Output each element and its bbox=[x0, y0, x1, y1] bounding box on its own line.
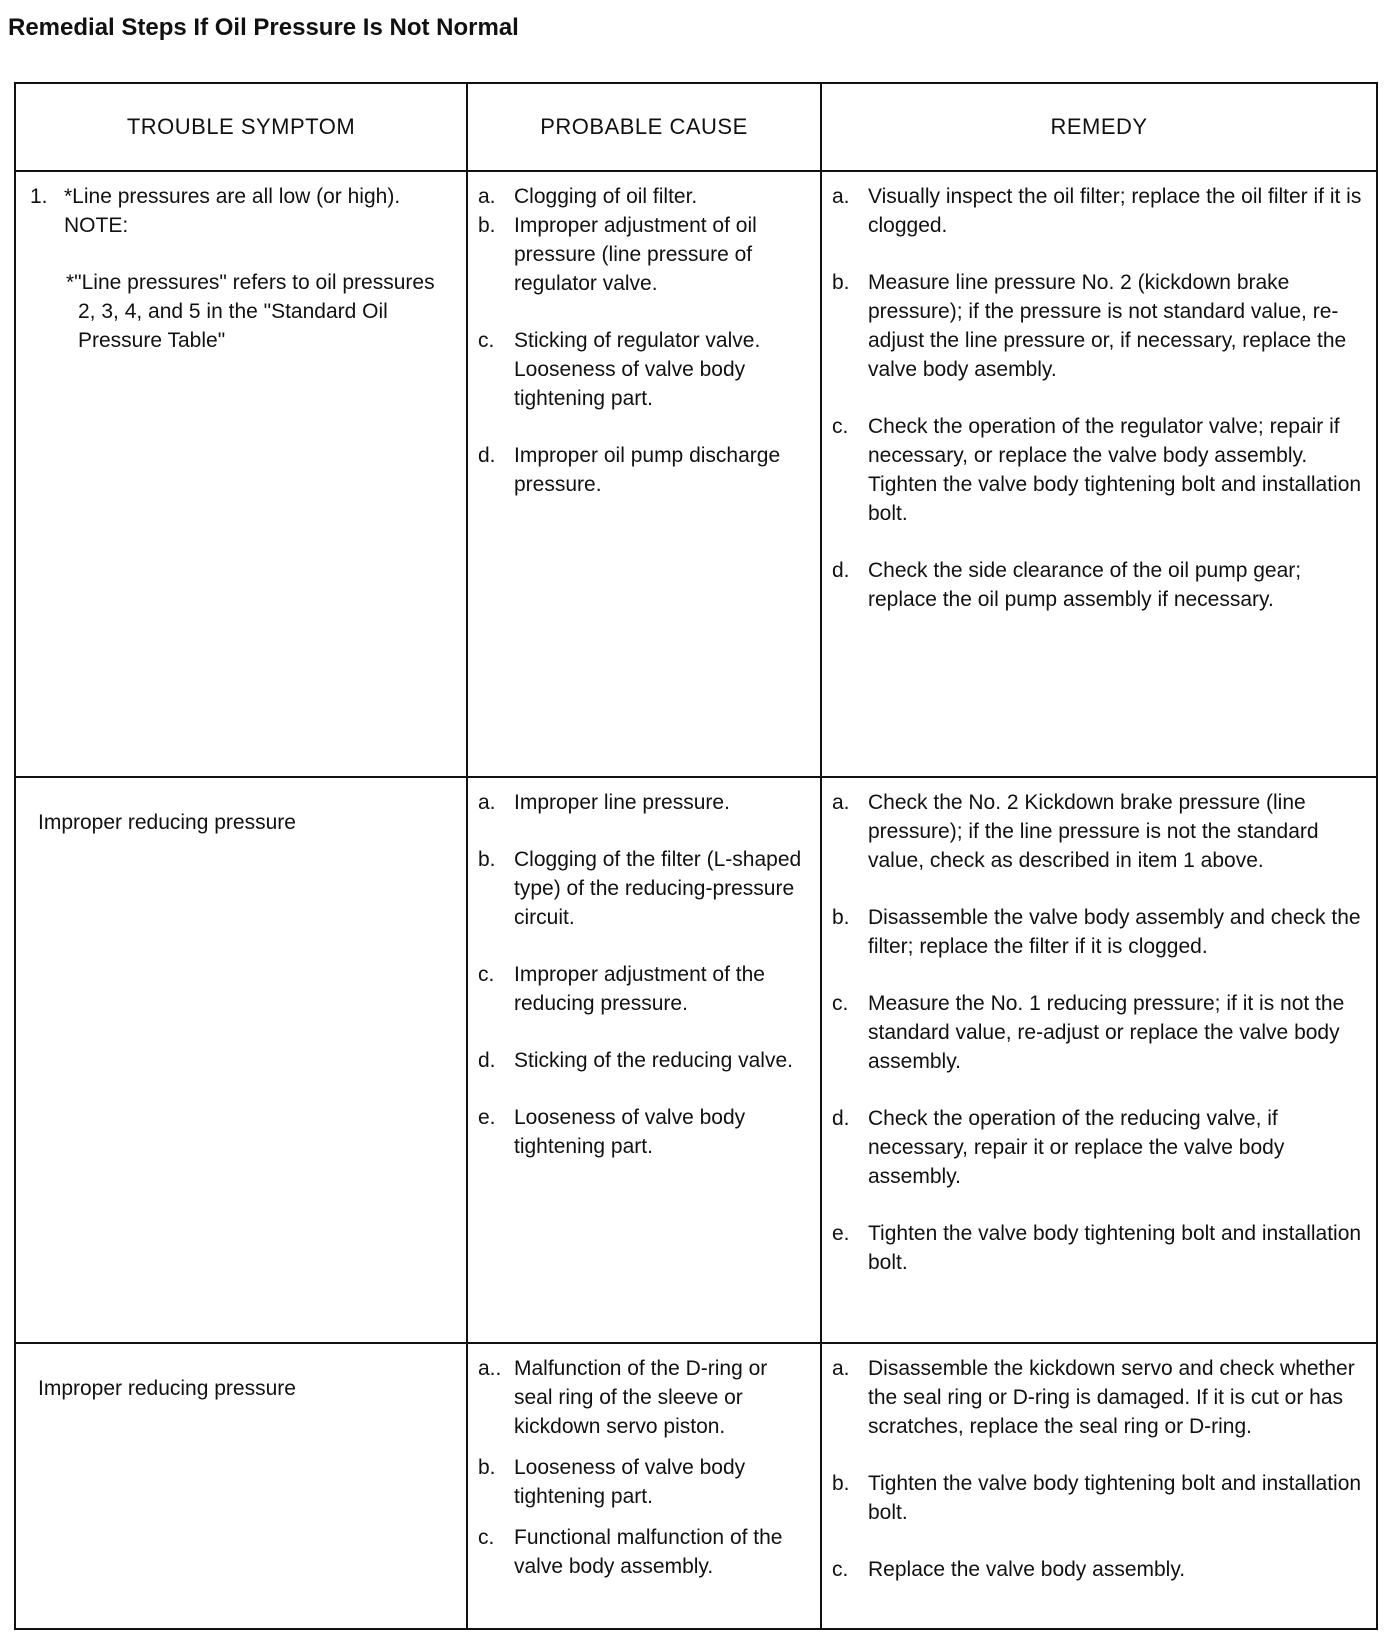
remedy-item bbox=[832, 268, 1366, 384]
item-key: 1. bbox=[30, 185, 48, 208]
remedy-text: Check the No. 2 Kickdown brake pressure (line pressure); if the line pressure is not the standard value, check as described in item 1 above. bbox=[868, 791, 1319, 872]
cause-text: Clogging of the filter (L-shaped type) of the reducing-pressure circuit. bbox=[514, 848, 802, 929]
item-key: b. bbox=[832, 906, 850, 929]
cause-text: Clogging of oil filter. bbox=[514, 185, 698, 208]
remedy-text: Check the operation of the regulator valve; repair if necessary, or replace the valve body assembly. Tighten the valve body tightening bolt and installation bolt. bbox=[868, 415, 1362, 525]
item-key: a.. bbox=[478, 1357, 502, 1380]
table-row bbox=[15, 1343, 1377, 1629]
cause-item bbox=[478, 1523, 810, 1581]
remedy-item bbox=[832, 1104, 1366, 1191]
item-key: b. bbox=[478, 214, 496, 237]
cause-item bbox=[478, 326, 810, 413]
header-cause: PROBABLE CAUSE bbox=[467, 83, 821, 171]
page-title: Remedial Steps If Oil Pressure Is Not Normal bbox=[8, 14, 519, 41]
item-key: c. bbox=[478, 329, 495, 352]
cause-item bbox=[478, 960, 810, 1018]
table-row bbox=[15, 777, 1377, 1343]
cause-text: Improper line pressure. bbox=[514, 791, 730, 814]
symptom-cell bbox=[15, 777, 467, 1343]
cause-text: Improper adjustment of the reducing pressure. bbox=[514, 963, 765, 1015]
cause-item bbox=[478, 211, 810, 298]
header-remedy: REMEDY bbox=[821, 83, 1377, 171]
cause-item bbox=[478, 1354, 810, 1441]
remedy-text: Check the side clearance of the oil pump gear; replace the oil pump assembly if necessary. bbox=[868, 559, 1302, 611]
item-key: c. bbox=[832, 1558, 849, 1581]
remedy-item bbox=[832, 412, 1366, 528]
cause-cell bbox=[467, 1343, 821, 1629]
cause-item bbox=[478, 845, 810, 932]
item-key: d. bbox=[832, 1107, 850, 1130]
remedy-item bbox=[832, 989, 1366, 1076]
item-key: a. bbox=[832, 1357, 850, 1380]
cause-text: Sticking of regulator valve. Looseness of valve body tightening part. bbox=[514, 329, 761, 410]
remedy-text: Visually inspect the oil filter; replace the oil filter if it is clogged. bbox=[868, 185, 1362, 237]
item-key: b. bbox=[832, 1472, 850, 1495]
remedy-cell bbox=[821, 171, 1377, 777]
remedy-item bbox=[832, 1354, 1366, 1441]
item-key: b. bbox=[478, 1456, 496, 1479]
item-key: a. bbox=[832, 185, 850, 208]
item-key: c. bbox=[478, 963, 495, 986]
remedy-item bbox=[832, 788, 1366, 875]
remedy-text: Tighten the valve body tightening bolt and installation bolt. bbox=[868, 1472, 1362, 1524]
cause-cell bbox=[467, 171, 821, 777]
item-key: c. bbox=[478, 1526, 495, 1549]
remedy-item bbox=[832, 1555, 1366, 1584]
cause-item bbox=[478, 441, 810, 499]
symptom-item bbox=[16, 172, 466, 240]
item-key: b. bbox=[832, 271, 850, 294]
cause-item bbox=[478, 1046, 810, 1075]
header-symptom: TROUBLE SYMPTOM bbox=[15, 83, 467, 171]
remedy-text: Disassemble the kickdown servo and check whether the seal ring or D-ring is damaged. If it is cut or has scratches, replace the seal ring or D-ring. bbox=[868, 1357, 1355, 1438]
symptom-cell bbox=[15, 1343, 467, 1629]
trouble-table bbox=[14, 82, 1378, 1630]
remedy-cell bbox=[821, 777, 1377, 1343]
item-key: d. bbox=[478, 1049, 496, 1072]
remedy-text: Tighten the valve body tightening bolt and installation bolt. bbox=[868, 1222, 1362, 1274]
symptom-note: *"Line pressures" refers to oil pressures 2, 3, 4, and 5 in the "Standard Oil Pressure Table" bbox=[66, 271, 435, 352]
remedy-item bbox=[832, 903, 1366, 961]
cause-text: Sticking of the reducing valve. bbox=[514, 1049, 793, 1072]
cause-text: Looseness of valve body tightening part. bbox=[514, 1106, 746, 1158]
cause-item bbox=[478, 788, 810, 817]
remedy-text: Disassemble the valve body assembly and check the filter; replace the filter if it is clogged. bbox=[868, 906, 1361, 958]
remedy-text: Measure line pressure No. 2 (kickdown brake pressure); if the pressure is not standard value, re-adjust the line pressure or, if necessary, replace the valve body asembly. bbox=[868, 271, 1347, 381]
remedy-text: Check the operation of the reducing valve, if necessary, repair it or replace the valve body assembly. bbox=[868, 1107, 1285, 1188]
cause-cell bbox=[467, 777, 821, 1343]
remedy-item bbox=[832, 1219, 1366, 1277]
symptom-text: Improper reducing pressure bbox=[38, 811, 296, 834]
remedy-text: Replace the valve body assembly. bbox=[868, 1558, 1186, 1581]
item-key: a. bbox=[478, 185, 496, 208]
item-key: a. bbox=[478, 791, 496, 814]
item-key: d. bbox=[832, 559, 850, 582]
remedy-item bbox=[832, 1469, 1366, 1527]
remedy-text: Measure the No. 1 reducing pressure; if it is not the standard value, re-adjust or replace the valve body assembly. bbox=[868, 992, 1345, 1073]
item-key: b. bbox=[478, 848, 496, 871]
remedy-cell bbox=[821, 1343, 1377, 1629]
cause-text: Malfunction of the D-ring or seal ring of the sleeve or kickdown servo piston. bbox=[514, 1357, 768, 1438]
item-key: c. bbox=[832, 992, 849, 1015]
symptom-cell bbox=[15, 171, 467, 777]
cause-item bbox=[478, 1103, 810, 1161]
symptom-text: Improper reducing pressure bbox=[38, 1377, 296, 1400]
cause-text: Looseness of valve body tightening part. bbox=[514, 1456, 746, 1508]
table-row bbox=[15, 171, 1377, 777]
cause-text: Functional malfunction of the valve body assembly. bbox=[514, 1526, 783, 1578]
remedy-item bbox=[832, 556, 1366, 614]
cause-item bbox=[478, 182, 810, 211]
item-key: e. bbox=[832, 1222, 850, 1245]
item-key: c. bbox=[832, 415, 849, 438]
item-key: a. bbox=[832, 791, 850, 814]
item-key: d. bbox=[478, 444, 496, 467]
cause-item bbox=[478, 1453, 810, 1511]
header-row bbox=[15, 83, 1377, 171]
item-key: e. bbox=[478, 1106, 496, 1129]
remedy-item bbox=[832, 182, 1366, 240]
cause-text: Improper oil pump discharge pressure. bbox=[514, 444, 781, 496]
cause-text: Improper adjustment of oil pressure (line pressure of regulator valve. bbox=[514, 214, 757, 295]
symptom-text: *Line pressures are all low (or high). NOTE: bbox=[64, 185, 401, 237]
